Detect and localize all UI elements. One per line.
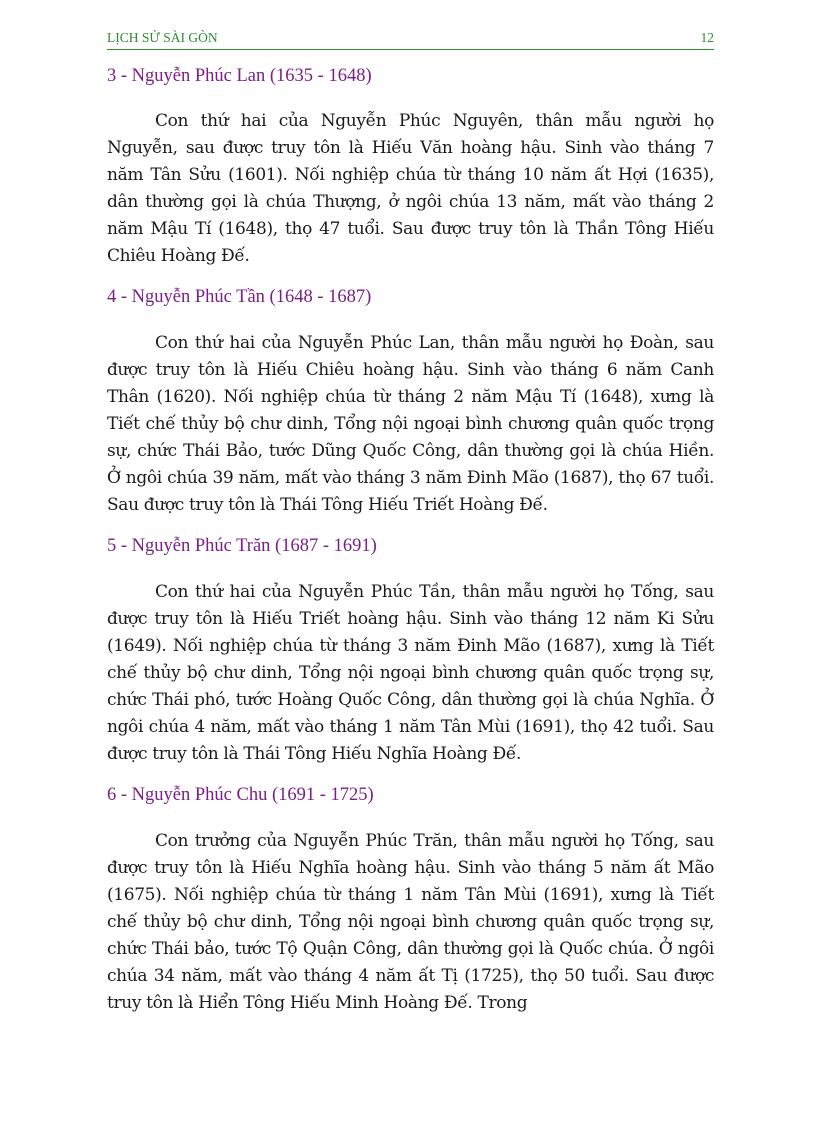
- section-paragraph-4: Con thứ hai của Nguyễn Phúc Lan, thân mẫu người họ Đoàn, sau được truy tôn là Hiếu Chiêu hoàng hậu. Sinh vào tháng 6 năm Canh Thân (1620). Nối nghiệp chúa từ tháng 2 năm Mậu Tí (1648), xưng là Tiết chế thủy bộ chư dinh, Tổng nội ngoại bình chương quân quốc trọng sự, chức Thái Bảo, tước Dũng Quốc Công, dân thường gọi là chúa Hiền. Ở ngôi chúa 39 năm, mất vào tháng 3 năm Đinh Mão (1687), thọ 67 tuổi. Sau được truy tôn là Thái Tông Hiếu Triết Hoàng Đế.: [107, 333, 714, 515]
- section-heading-4: 4 - Nguyễn Phúc Tần (1648 - 1687): [107, 287, 372, 307]
- document-page: [107, 28, 714, 1017]
- section-heading-5: 5 - Nguyễn Phúc Trăn (1687 - 1691): [107, 536, 377, 556]
- book-title: LỊCH SỬ SÀI GÒN: [107, 30, 218, 45]
- page-number: 12: [700, 30, 714, 45]
- section-paragraph-3: Con thứ hai của Nguyễn Phúc Nguyên, thân mẫu người họ Nguyễn, sau được truy tôn là Hiếu Văn hoàng hậu. Sinh vào tháng 7 năm Tân Sửu (1601). Nối nghiệp chúa từ tháng 10 năm ất Hợi (1635), dân thường gọi là chúa Thượng, ở ngôi chúa 13 năm, mất vào tháng 2 năm Mậu Tí (1648), thọ 47 tuổi. Sau được truy tôn là Thần Tông Hiếu Chiêu Hoàng Đế.: [107, 111, 714, 266]
- section-paragraph-5: Con thứ hai của Nguyễn Phúc Tần, thân mẫu người họ Tống, sau được truy tôn là Hiếu Triết hoàng hậu. Sinh vào tháng 12 năm Ki Sửu (1649). Nối nghiệp chúa từ tháng 3 năm Đinh Mão (1687), xưng là Tiết chế thủy bộ chư dinh, Tổng nội ngoại bình chương quân quốc trọng sự, chức Thái phó, tước Hoàng Quốc Công, dân thường gọi là chúa Nghĩa. Ở ngôi chúa 4 năm, mất vào tháng 1 năm Tân Mùi (1691), thọ 42 tuổi. Sau được truy tôn là Thái Tông Hiếu Nghĩa Hoàng Đế.: [107, 582, 714, 764]
- section-paragraph-6: Con trưởng của Nguyễn Phúc Trăn, thân mẫu người họ Tống, sau được truy tôn là Hiếu Nghĩa hoàng hậu. Sinh vào tháng 5 năm ất Mão (1675). Nối nghiệp chúa từ tháng 1 năm Tân Mùi (1691), xưng là Tiết chế thủy bộ chư dinh, Tổng nội ngoại bình chương quân quốc trọng sự, chức Thái bảo, tước Tộ Quận Công, dân thường gọi là Quốc chúa. Ở ngôi chúa 34 năm, mất vào tháng 4 năm ất Tị (1725), thọ 50 tuổi. Sau được truy tôn là Hiển Tông Hiếu Minh Hoàng Đế. Trong: [107, 831, 714, 1013]
- section-heading-3: 3 - Nguyễn Phúc Lan (1635 - 1648): [107, 66, 372, 86]
- section-heading-6: 6 - Nguyễn Phúc Chu (1691 - 1725): [107, 785, 374, 805]
- running-header: [107, 28, 714, 50]
